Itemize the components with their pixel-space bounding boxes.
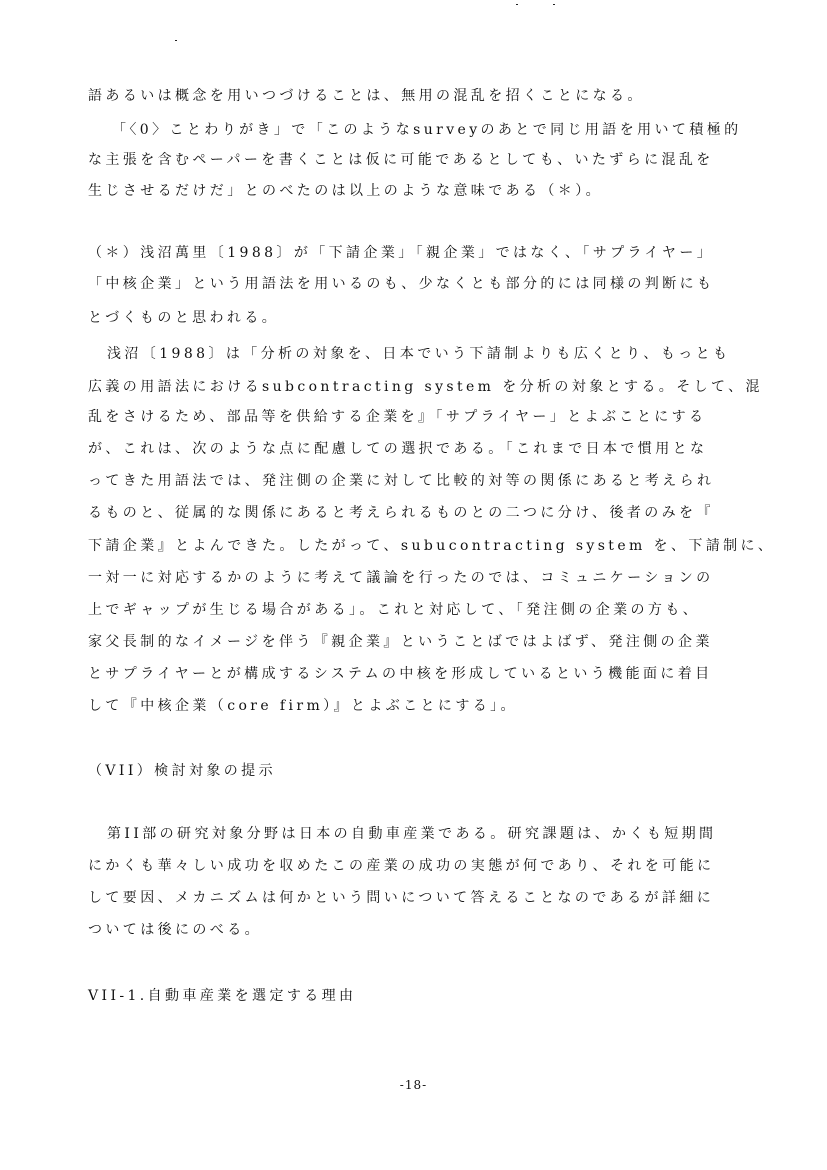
text-line: 広義の用語法におけるsubcontracting system を分析の対象とする。そして、混 xyxy=(88,379,763,395)
text-line: にかくも華々しい成功を収めたこの産業の成功の実態が何であり、それを可能に xyxy=(88,858,715,874)
text-line: るものと、従属的な関係にあると考えられるものとの二つに分け、後者のみを『 xyxy=(88,505,714,521)
text-line: が、これは、次のような点に配慮しての選択である。「これまで日本で慣用とな xyxy=(88,441,708,457)
text-line: ついては後にのべる。 xyxy=(88,922,262,938)
text-line: な主張を含むペーパーを書くことは仮に可能であるとしても、いたずらに混乱を xyxy=(88,152,714,168)
text-line: とサプライヤーとが構成するシステムの中核を形成しているという機能面に着目 xyxy=(88,666,713,682)
text-line: 語あるいは概念を用いつづけることは、無用の混乱を招くことになる。 xyxy=(88,88,645,104)
section-heading: （VII）検討対象の提示 xyxy=(88,763,276,779)
subsection-heading: VII-1.自動車産業を選定する理由 xyxy=(88,988,357,1004)
text-line: 生じさせるだけだ」とのべたのは以上のような意味である（＊）。 xyxy=(88,183,603,199)
text-line: 乱をさけるため、部品等を供給する企業を』「サプライヤー」とよぶことにする xyxy=(88,409,707,425)
text-line: して『中核企業（core firm）』とよぶことにする」。 xyxy=(88,698,518,714)
text-line: 第II部の研究対象分野は日本の自動車産業である。研究課題は、かくも短期間 xyxy=(107,826,717,842)
text-line: ってきた用語法では、発注側の企業に対して比較的対等の関係にあると考えられ xyxy=(88,473,715,489)
scan-speck xyxy=(553,4,555,5)
scan-speck xyxy=(175,40,177,41)
text-line: とづくものと思われる。 xyxy=(88,310,280,326)
text-line: して要因、メカニズムは何かという問いについて答えることなのであるが詳細に xyxy=(88,890,715,906)
page-number: -18- xyxy=(399,1078,428,1092)
text-line: 「中核企業」という用語法を用いるのも、少なくとも部分的には同様の判断にも xyxy=(88,276,715,292)
text-line: 上でギャップが生じる場合がある」。これと対応して、「発注側の企業の方も、 xyxy=(88,602,701,618)
text-line: 浅沼〔1988〕は「分析の対象を、日本でいう下請制よりも広くとり、もっとも xyxy=(107,346,731,362)
scan-speck xyxy=(516,4,518,5)
text-line: 家父長制的なイメージを伴う『親企業』ということばではよばず、発注側の企業 xyxy=(88,634,713,650)
text-line: 「〈0〉ことわりがき」で「このようなsurveyのあとで同じ用語を用いて積極的 xyxy=(112,122,742,138)
text-line: （＊）浅沼萬里〔1988〕が「下請企業」「親企業」ではなく、「サプライヤー」 xyxy=(88,245,715,261)
text-line: 下請企業』とよんできた。したがって、subucontracting system を、下請制に、 xyxy=(88,538,776,554)
text-line: 一対一に対応するかのように考えて議論を行ったのでは、コミュニケーションの xyxy=(88,570,714,586)
